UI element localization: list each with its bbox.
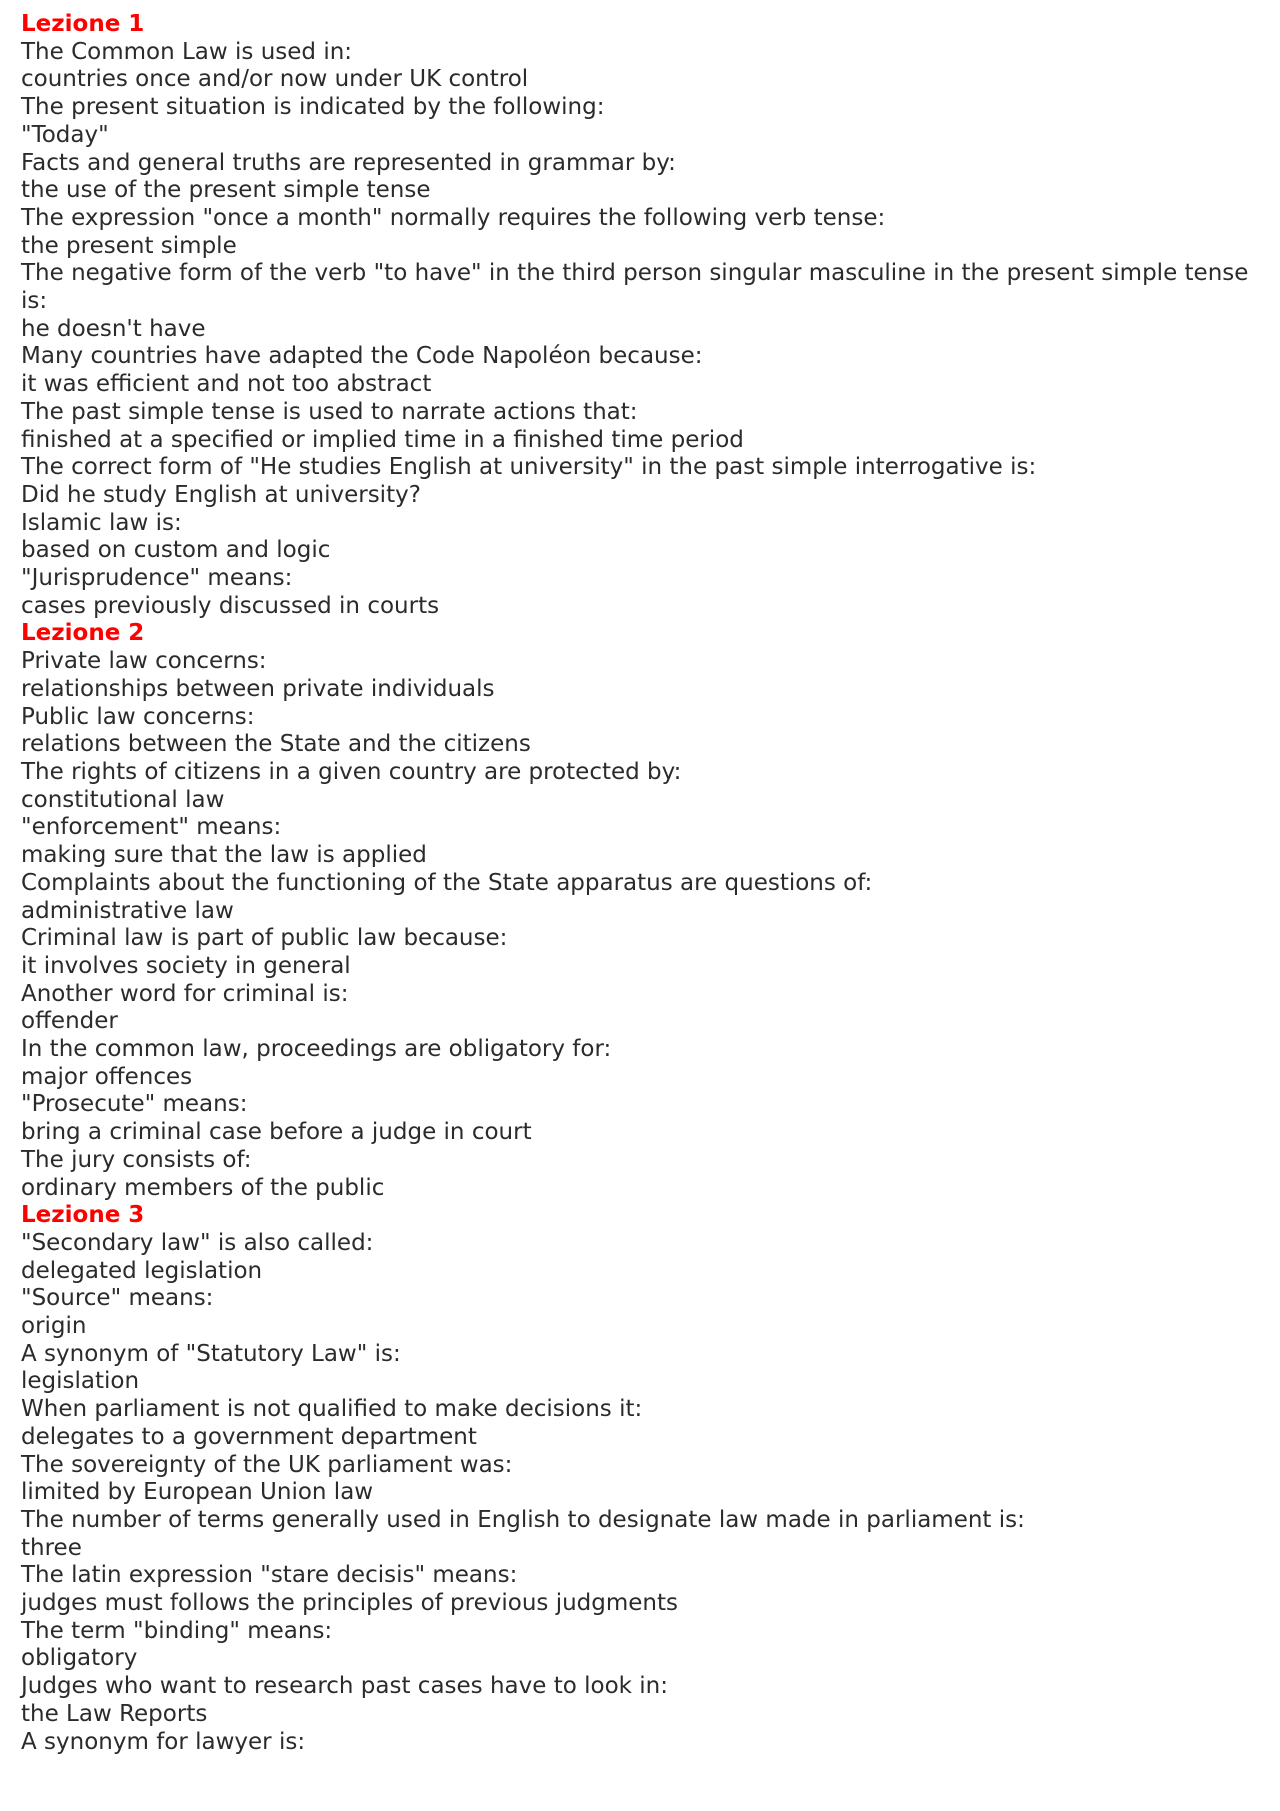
question: Facts and general truths are represented in grammar by: <box>21 149 676 176</box>
question: The rights of citizens in a given country are protected by: <box>21 758 682 785</box>
answer: based on custom and logic <box>21 537 331 564</box>
question: Many countries have adapted the Code Napoléon because: <box>21 343 703 370</box>
question: The latin expression "stare decisis" means: <box>21 1562 518 1589</box>
answer: bring a criminal case before a judge in court <box>21 1119 532 1146</box>
answer: finished at a specified or implied time in a finished time period <box>21 426 744 453</box>
answer: he doesn't have <box>21 315 206 342</box>
question: The past simple tense is used to narrate actions that: <box>21 398 638 425</box>
answer: making sure that the law is applied <box>21 842 427 869</box>
question: Private law concerns: <box>21 648 267 675</box>
lesson-2 <box>21 620 1261 1202</box>
answer: three <box>21 1534 82 1561</box>
question: Judges who want to research past cases have to look in: <box>21 1673 668 1700</box>
answer: relations between the State and the citizens <box>21 731 531 758</box>
question: "Prosecute" means: <box>21 1091 248 1118</box>
question: The number of terms generally used in English to designate law made in parliament is: <box>21 1506 1025 1533</box>
answer: the Law Reports <box>21 1700 208 1727</box>
question: The Common Law is used in: <box>21 38 353 65</box>
answer: ordinary members of the public <box>21 1174 385 1201</box>
question: The jury consists of: <box>21 1146 252 1173</box>
question: A synonym of "Statutory Law" is: <box>21 1340 401 1367</box>
answer: major offences <box>21 1063 193 1090</box>
answer: administrative law <box>21 897 234 924</box>
question: The sovereignty of the UK parliament was: <box>21 1451 513 1478</box>
question: Public law concerns: <box>21 703 255 730</box>
answer: it involves society in general <box>21 952 351 979</box>
answer: Did he study English at university? <box>21 481 421 508</box>
question: The correct form of "He studies English at university" in the past simple interrogative is: <box>21 454 1037 481</box>
question: The term "binding" means: <box>21 1617 333 1644</box>
answer: delegates to a government department <box>21 1423 477 1450</box>
question: The expression "once a month" normally requires the following verb tense: <box>21 204 886 231</box>
question: "enforcement" means: <box>21 814 282 841</box>
lesson-heading: Lezione 2 <box>21 620 145 647</box>
question: The present situation is indicated by the following: <box>21 94 605 121</box>
lesson-3 <box>21 1202 1261 1756</box>
answer: "Today" <box>21 121 109 148</box>
question: "Source" means: <box>21 1285 214 1312</box>
lesson-heading: Lezione 1 <box>21 11 145 37</box>
answer: countries once and/or now under UK control <box>21 66 529 93</box>
answer: delegated legislation <box>21 1257 263 1284</box>
answer: the use of the present simple tense <box>21 177 431 204</box>
answer: obligatory <box>21 1645 138 1672</box>
question: Another word for criminal is: <box>21 980 349 1007</box>
question: In the common law, proceedings are obligatory for: <box>21 1036 612 1063</box>
answer: the present simple <box>21 232 237 259</box>
answer: limited by European Union law <box>21 1479 374 1506</box>
document-body <box>21 11 1261 1756</box>
question: Criminal law is part of public law because: <box>21 925 508 952</box>
answer: legislation <box>21 1368 140 1395</box>
lesson-heading: Lezione 3 <box>21 1202 145 1229</box>
question: A synonym for lawyer is: <box>21 1728 306 1755</box>
answer: cases previously discussed in courts <box>21 592 440 619</box>
question: "Secondary law" is also called: <box>21 1229 374 1256</box>
question: Islamic law is: <box>21 509 182 536</box>
question: When parliament is not qualified to make decisions it: <box>21 1396 643 1423</box>
question: "Jurisprudence" means: <box>21 565 293 592</box>
answer: offender <box>21 1008 118 1035</box>
answer: judges must follows the principles of previous judgments <box>21 1590 679 1617</box>
answer: it was efficient and not too abstract <box>21 371 432 398</box>
lesson-1 <box>21 11 1261 620</box>
question: The negative form of the verb "to have" in the third person singular masculine in the present simple tense is: <box>21 260 1249 315</box>
answer: constitutional law <box>21 786 225 813</box>
answer: relationships between private individuals <box>21 675 495 702</box>
answer: origin <box>21 1313 87 1340</box>
question: Complaints about the functioning of the State apparatus are questions of: <box>21 869 873 896</box>
